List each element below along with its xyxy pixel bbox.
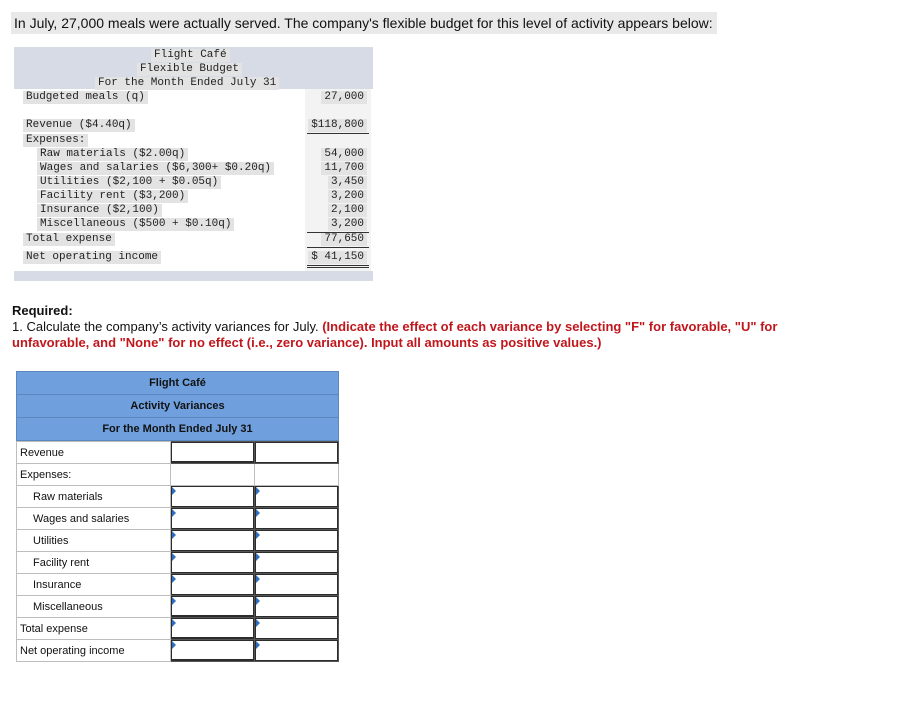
empty-cell [254,464,338,486]
cell-marker-icon [256,575,260,583]
cell-marker-icon [172,531,176,539]
utilities-effect-select[interactable] [254,530,338,552]
table-subtitle: Activity Variances [17,395,338,418]
activity-variance-table [16,371,339,662]
cell-marker-icon [256,509,260,517]
insurance-label: Insurance ($2,100) [37,204,162,217]
figure-period: For the Month Ended July 31 [95,77,279,90]
table-row [17,596,339,618]
revenue-rule [307,133,369,134]
table-row [17,486,339,508]
row-label-insurance: Insurance [17,574,171,596]
insurance-value: 2,100 [328,204,367,217]
cell-marker-icon [172,597,176,605]
variance-grid [16,441,339,662]
raw-materials-label: Raw materials ($2.00q) [37,148,188,161]
facility-rent-effect-select[interactable] [254,552,338,574]
row-label-raw-materials: Raw materials [17,486,171,508]
expenses-label: Expenses: [23,134,88,147]
row-label-net-operating-income: Net operating income [17,640,171,662]
cell-marker-icon [172,487,176,495]
figure-title: Flight Café [151,49,230,62]
row-label-utilities: Utilities [17,530,171,552]
wages-amount-input[interactable] [170,508,254,530]
raw-materials-value: 54,000 [321,148,367,161]
row-label-total-expense: Total expense [17,618,171,640]
total-expense-label: Total expense [23,233,115,246]
figure-footer-band [14,271,373,281]
required-heading [12,303,73,319]
total-rule [307,247,369,248]
table-row [17,618,339,640]
revenue-amount-input[interactable] [170,442,254,464]
facility-rent-value: 3,200 [328,190,367,203]
row-label-expenses: Expenses: [17,464,171,486]
cell-marker-icon [256,641,260,649]
wages-label: Wages and salaries ($6,300+ $0.20q) [37,162,274,175]
instruction-text: (Indicate the effect of each variance by selecting "F" for favorable, "U" for unfavorable, and "None" for no effect (i.e., zero variance). Input all amounts as positive values.) [12,319,778,350]
table-row [17,640,339,662]
table-row [17,464,339,486]
flexible-budget-figure [14,47,373,281]
table-row [17,508,339,530]
utilities-amount-input[interactable] [170,530,254,552]
budgeted-meals-label: Budgeted meals (q) [23,91,148,104]
facility-rent-amount-input[interactable] [170,552,254,574]
utilities-value: 3,450 [328,176,367,189]
total-expense-effect-select[interactable] [254,618,338,640]
question-text: 1. Calculate the company’s activity variances for July. [12,319,323,334]
table-row [17,442,339,464]
net-operating-income-label: Net operating income [23,251,161,264]
table-period: For the Month Ended July 31 [17,418,338,441]
revenue-effect-select[interactable] [254,442,338,464]
revenue-label: Revenue ($4.40q) [23,119,135,132]
cell-marker-icon [256,597,260,605]
row-label-miscellaneous: Miscellaneous [17,596,171,618]
facility-rent-label: Facility rent ($3,200) [37,190,188,203]
empty-cell [170,464,254,486]
cell-marker-icon [172,553,176,561]
miscellaneous-value: 3,200 [328,218,367,231]
required-label: Required: [12,303,73,318]
cell-marker-icon [172,509,176,517]
revenue-value: $118,800 [308,119,367,132]
row-label-wages: Wages and salaries [17,508,171,530]
table-row [17,574,339,596]
raw-materials-amount-input[interactable] [170,486,254,508]
raw-materials-effect-select[interactable] [254,486,338,508]
cell-marker-icon [172,575,176,583]
double-rule-top [307,265,369,266]
total-expense-amount-input[interactable] [170,618,254,640]
cell-marker-icon [256,619,260,627]
wages-effect-select[interactable] [254,508,338,530]
insurance-amount-input[interactable] [170,574,254,596]
net-operating-income-effect-select[interactable] [254,640,338,662]
budgeted-meals-value: 27,000 [321,91,367,104]
total-expense-value: 77,650 [321,233,367,246]
utilities-label: Utilities ($2,100 + $0.05q) [37,176,221,189]
net-operating-income-amount-input[interactable] [170,640,254,662]
cell-marker-icon [256,487,260,495]
table-row [17,552,339,574]
table-row [17,530,339,552]
intro-text: In July, 27,000 meals were actually served. The company's flexible budget for this level of activity appears below: [11,12,717,34]
cell-marker-icon [172,619,176,627]
miscellaneous-effect-select[interactable] [254,596,338,618]
row-label-facility-rent: Facility rent [17,552,171,574]
required-instructions [12,319,852,351]
figure-subtitle: Flexible Budget [137,63,242,76]
double-rule-bottom [307,267,369,268]
net-operating-income-value: $ 41,150 [308,251,367,264]
miscellaneous-label: Miscellaneous ($500 + $0.10q) [37,218,234,231]
miscellaneous-amount-input[interactable] [170,596,254,618]
table-header [16,371,339,441]
cell-marker-icon [256,553,260,561]
insurance-effect-select[interactable] [254,574,338,596]
cell-marker-icon [172,641,176,649]
row-label-revenue: Revenue [17,442,171,464]
wages-value: 11,700 [321,162,367,175]
table-title: Flight Café [17,372,338,395]
cell-marker-icon [256,531,260,539]
